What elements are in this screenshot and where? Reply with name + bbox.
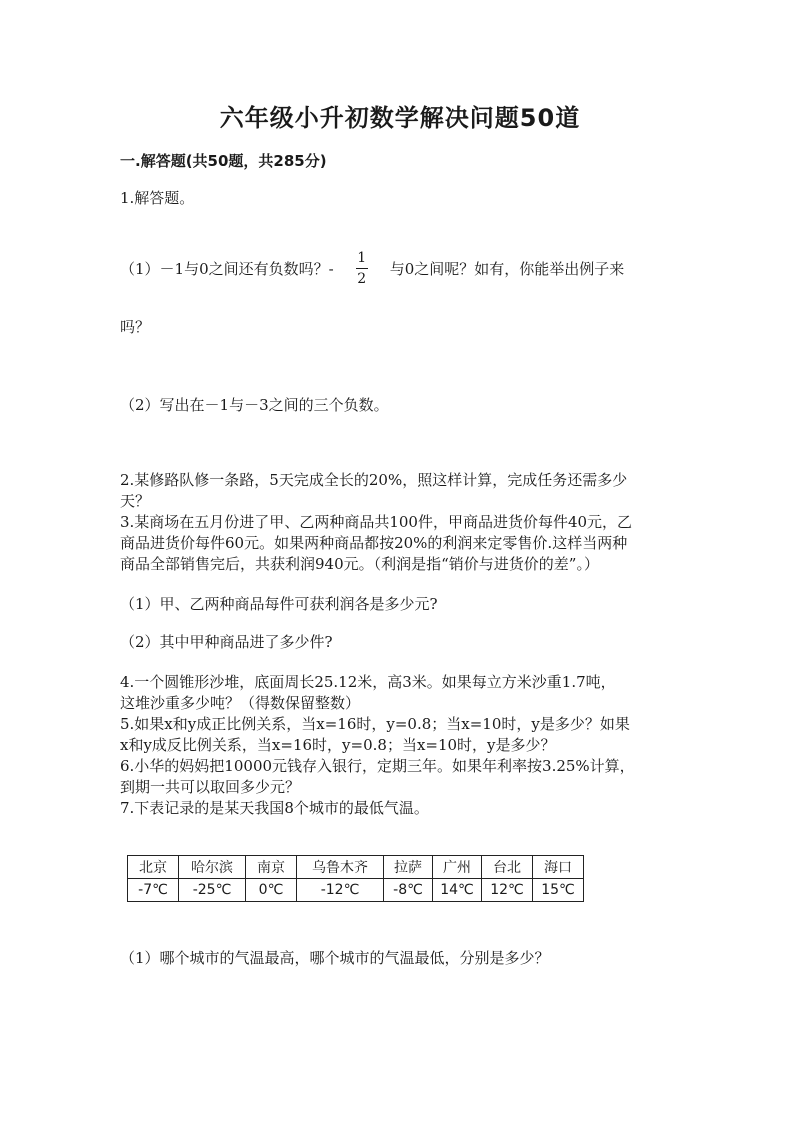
q3-part2: （2）其中甲种商品进了多少件? — [120, 633, 333, 651]
q5-line-1: 5.如果x和y成正比例关系，当x=16时，y=0.8；当x=10时，y是多少？如果 — [120, 715, 630, 733]
q2-line-1: 2.某修路队修一条路，5天完成全长的20%，照这样计算，完成任务还需多少 — [120, 471, 628, 489]
q1-part1-text-b: 与0之间呢？如有，你能举出例子来 — [389, 260, 625, 278]
table-cell-city: 拉萨 — [384, 856, 433, 879]
fraction-denominator: 2 — [357, 271, 367, 287]
q4-line-1: 4.一个圆锥形沙堆，底面周长25.12米，高3米。如果每立方米沙重1.7吨， — [120, 673, 616, 691]
table-cell-temp: 12℃ — [482, 879, 533, 902]
fraction — [356, 250, 368, 287]
table-cell-city: 乌鲁木齐 — [297, 856, 384, 879]
table-cell-temp: -8℃ — [384, 879, 433, 902]
table-cell-city: 台北 — [482, 856, 533, 879]
q1-heading: 1.解答题。 — [120, 189, 195, 207]
page-title: 六年级小升初数学解决问题50道 — [219, 104, 581, 132]
table-row-cities — [128, 856, 584, 879]
table-cell-temp: -12℃ — [297, 879, 384, 902]
q7-line-1: 7.下表记录的是某天我国8个城市的最低气温。 — [120, 799, 429, 817]
table-cell-temp: -25℃ — [179, 879, 246, 902]
table-row-temps — [128, 879, 584, 902]
q3-line-3: 商品全部销售完后，共获利润940元。（利润是指“销价与进货价的差”。） — [120, 555, 599, 573]
section-heading: 一.解答题(共50题，共285分) — [120, 152, 327, 170]
q1-part2: （2）写出在－1与－3之间的三个负数。 — [120, 396, 389, 414]
table-cell-temp: 15℃ — [533, 879, 584, 902]
q3-part1: （1）甲、乙两种商品每件可获利润各是多少元? — [120, 595, 438, 613]
q7-part1: （1）哪个城市的气温最高，哪个城市的气温最低，分别是多少？ — [120, 949, 550, 967]
table-cell-city: 北京 — [128, 856, 179, 879]
fraction-bar — [356, 268, 368, 269]
q1-part1-continued: 吗？ — [120, 318, 151, 336]
q5-line-2: x和y成反比例关系，当x=16时，y=0.8；当x=10时，y是多少？ — [120, 736, 556, 754]
q6-line-2: 到期一共可以取回多少元？ — [120, 778, 301, 796]
q3-line-1: 3.某商场在五月份进了甲、乙两种商品共100件，甲商品进货价每件40元，乙 — [120, 513, 633, 531]
table-cell-temp: -7℃ — [128, 879, 179, 902]
q1-part1-text-a: （1）－1与0之间还有负数吗？- — [120, 260, 334, 278]
q1-part1 — [120, 250, 624, 287]
table-cell-city: 广州 — [433, 856, 482, 879]
table-cell-city: 哈尔滨 — [179, 856, 246, 879]
table-cell-temp: 0℃ — [246, 879, 297, 902]
q3-line-2: 商品进货价每件60元。如果两种商品都按20%的利润来定零售价.这样当两种 — [120, 534, 628, 552]
table-cell-temp: 14℃ — [433, 879, 482, 902]
temperature-table — [127, 855, 584, 902]
table-cell-city: 南京 — [246, 856, 297, 879]
q6-line-1: 6.小华的妈妈把10000元钱存入银行，定期三年。如果年利率按3.25%计算， — [120, 757, 635, 775]
q2-line-2: 天？ — [120, 492, 151, 510]
q4-line-2: 这堆沙重多少吨？（得数保留整数） — [120, 694, 361, 712]
table-cell-city: 海口 — [533, 856, 584, 879]
fraction-numerator: 1 — [357, 250, 367, 266]
